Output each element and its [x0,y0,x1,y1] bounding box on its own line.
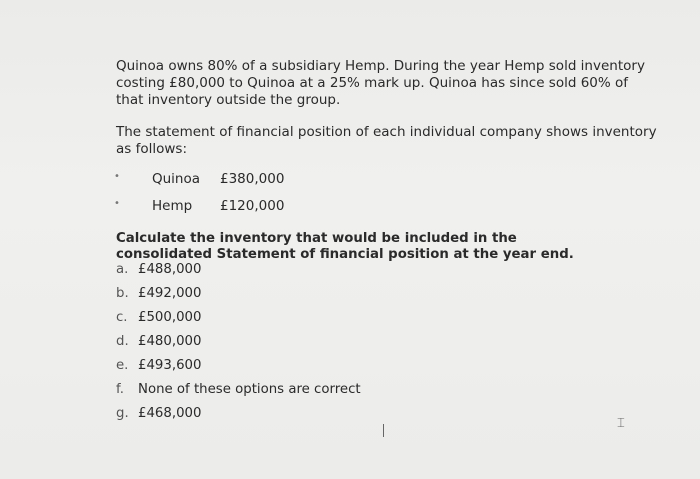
question-prompt: Calculate the inventory that would be included in the consolidated Statement of financial position at the year end. [116,231,574,262]
bullet-icon: • [114,171,120,182]
option-letter: b. [116,286,129,301]
option-text: £468,000 [138,406,202,421]
text-cursor-icon: ⌶ [617,416,625,431]
option-d[interactable] [116,334,201,349]
option-letter: e. [116,358,129,373]
option-text: None of these options are correct [138,382,361,397]
inventory-value: £120,000 [220,198,285,214]
option-g[interactable] [116,406,201,421]
option-letter: d. [116,334,129,349]
option-text: £492,000 [138,286,202,301]
option-text: £488,000 [138,262,202,277]
question-statement: The statement of financial position of each individual company shows inventory as follows: [116,124,657,157]
option-text: £500,000 [138,310,202,325]
inventory-value: £380,000 [220,171,285,187]
option-letter: a. [116,262,129,277]
option-text: £493,600 [138,358,202,373]
option-text: £480,000 [138,334,202,349]
question-intro: Quinoa owns 80% of a subsidiary Hemp. During the year Hemp sold inventory costing £80,000 to Quinoa at a 25% mark up. Quinoa has since sold 60% of that inventory outside the group. [116,58,645,108]
option-f[interactable] [116,382,361,397]
option-b[interactable] [116,286,201,301]
option-e[interactable] [116,358,201,373]
inventory-company: Hemp [152,198,193,214]
inventory-company: Quinoa [152,171,201,187]
option-letter: f. [116,382,124,397]
option-c[interactable] [116,310,201,325]
text-caret-icon [383,424,384,437]
bullet-icon: • [114,198,120,209]
option-a[interactable] [116,262,201,277]
option-letter: g. [116,406,129,421]
option-letter: c. [116,310,128,325]
